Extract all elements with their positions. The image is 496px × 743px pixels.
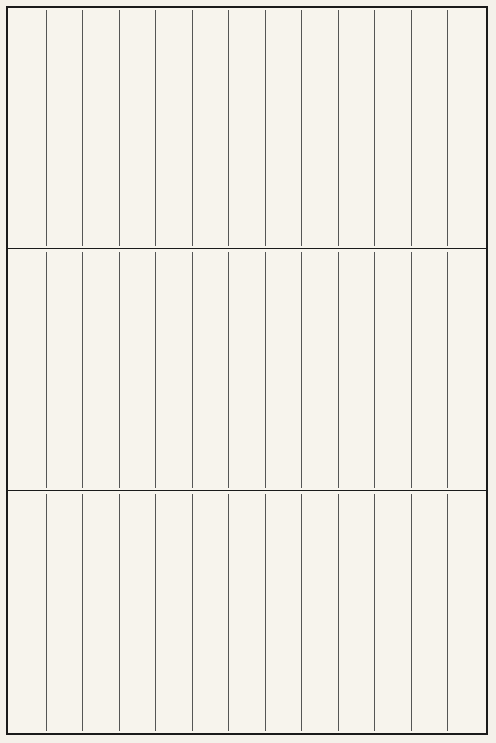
text-column xyxy=(10,252,46,488)
text-column xyxy=(447,10,484,246)
text-column xyxy=(155,252,192,488)
text-column xyxy=(192,494,229,731)
text-column xyxy=(301,494,338,731)
text-column xyxy=(265,494,302,731)
register-divider xyxy=(8,490,486,491)
text-column xyxy=(374,494,411,731)
text-column xyxy=(46,494,83,731)
text-column xyxy=(82,252,119,488)
text-column xyxy=(119,494,156,731)
text-column xyxy=(228,252,265,488)
text-column xyxy=(338,10,375,246)
middle-register xyxy=(10,252,484,488)
text-column xyxy=(119,252,156,488)
text-column xyxy=(374,252,411,488)
text-column xyxy=(155,10,192,246)
text-column xyxy=(82,10,119,246)
text-column xyxy=(374,10,411,246)
lower-register xyxy=(10,494,484,731)
text-column xyxy=(46,10,83,246)
text-column xyxy=(10,494,46,731)
text-column xyxy=(338,252,375,488)
text-column xyxy=(411,494,448,731)
text-column xyxy=(447,252,484,488)
text-column xyxy=(192,10,229,246)
text-column xyxy=(82,494,119,731)
text-column xyxy=(119,10,156,246)
text-column xyxy=(228,10,265,246)
text-column xyxy=(447,494,484,731)
text-column xyxy=(265,252,302,488)
text-column xyxy=(265,10,302,246)
text-column xyxy=(338,494,375,731)
text-column xyxy=(10,10,46,246)
upper-register xyxy=(10,10,484,246)
text-column xyxy=(228,494,265,731)
text-column xyxy=(411,252,448,488)
text-column xyxy=(192,252,229,488)
register-divider xyxy=(8,248,486,249)
text-column xyxy=(301,252,338,488)
text-column xyxy=(411,10,448,246)
text-column xyxy=(301,10,338,246)
text-column xyxy=(46,252,83,488)
scripture-page xyxy=(6,6,488,735)
text-column xyxy=(155,494,192,731)
